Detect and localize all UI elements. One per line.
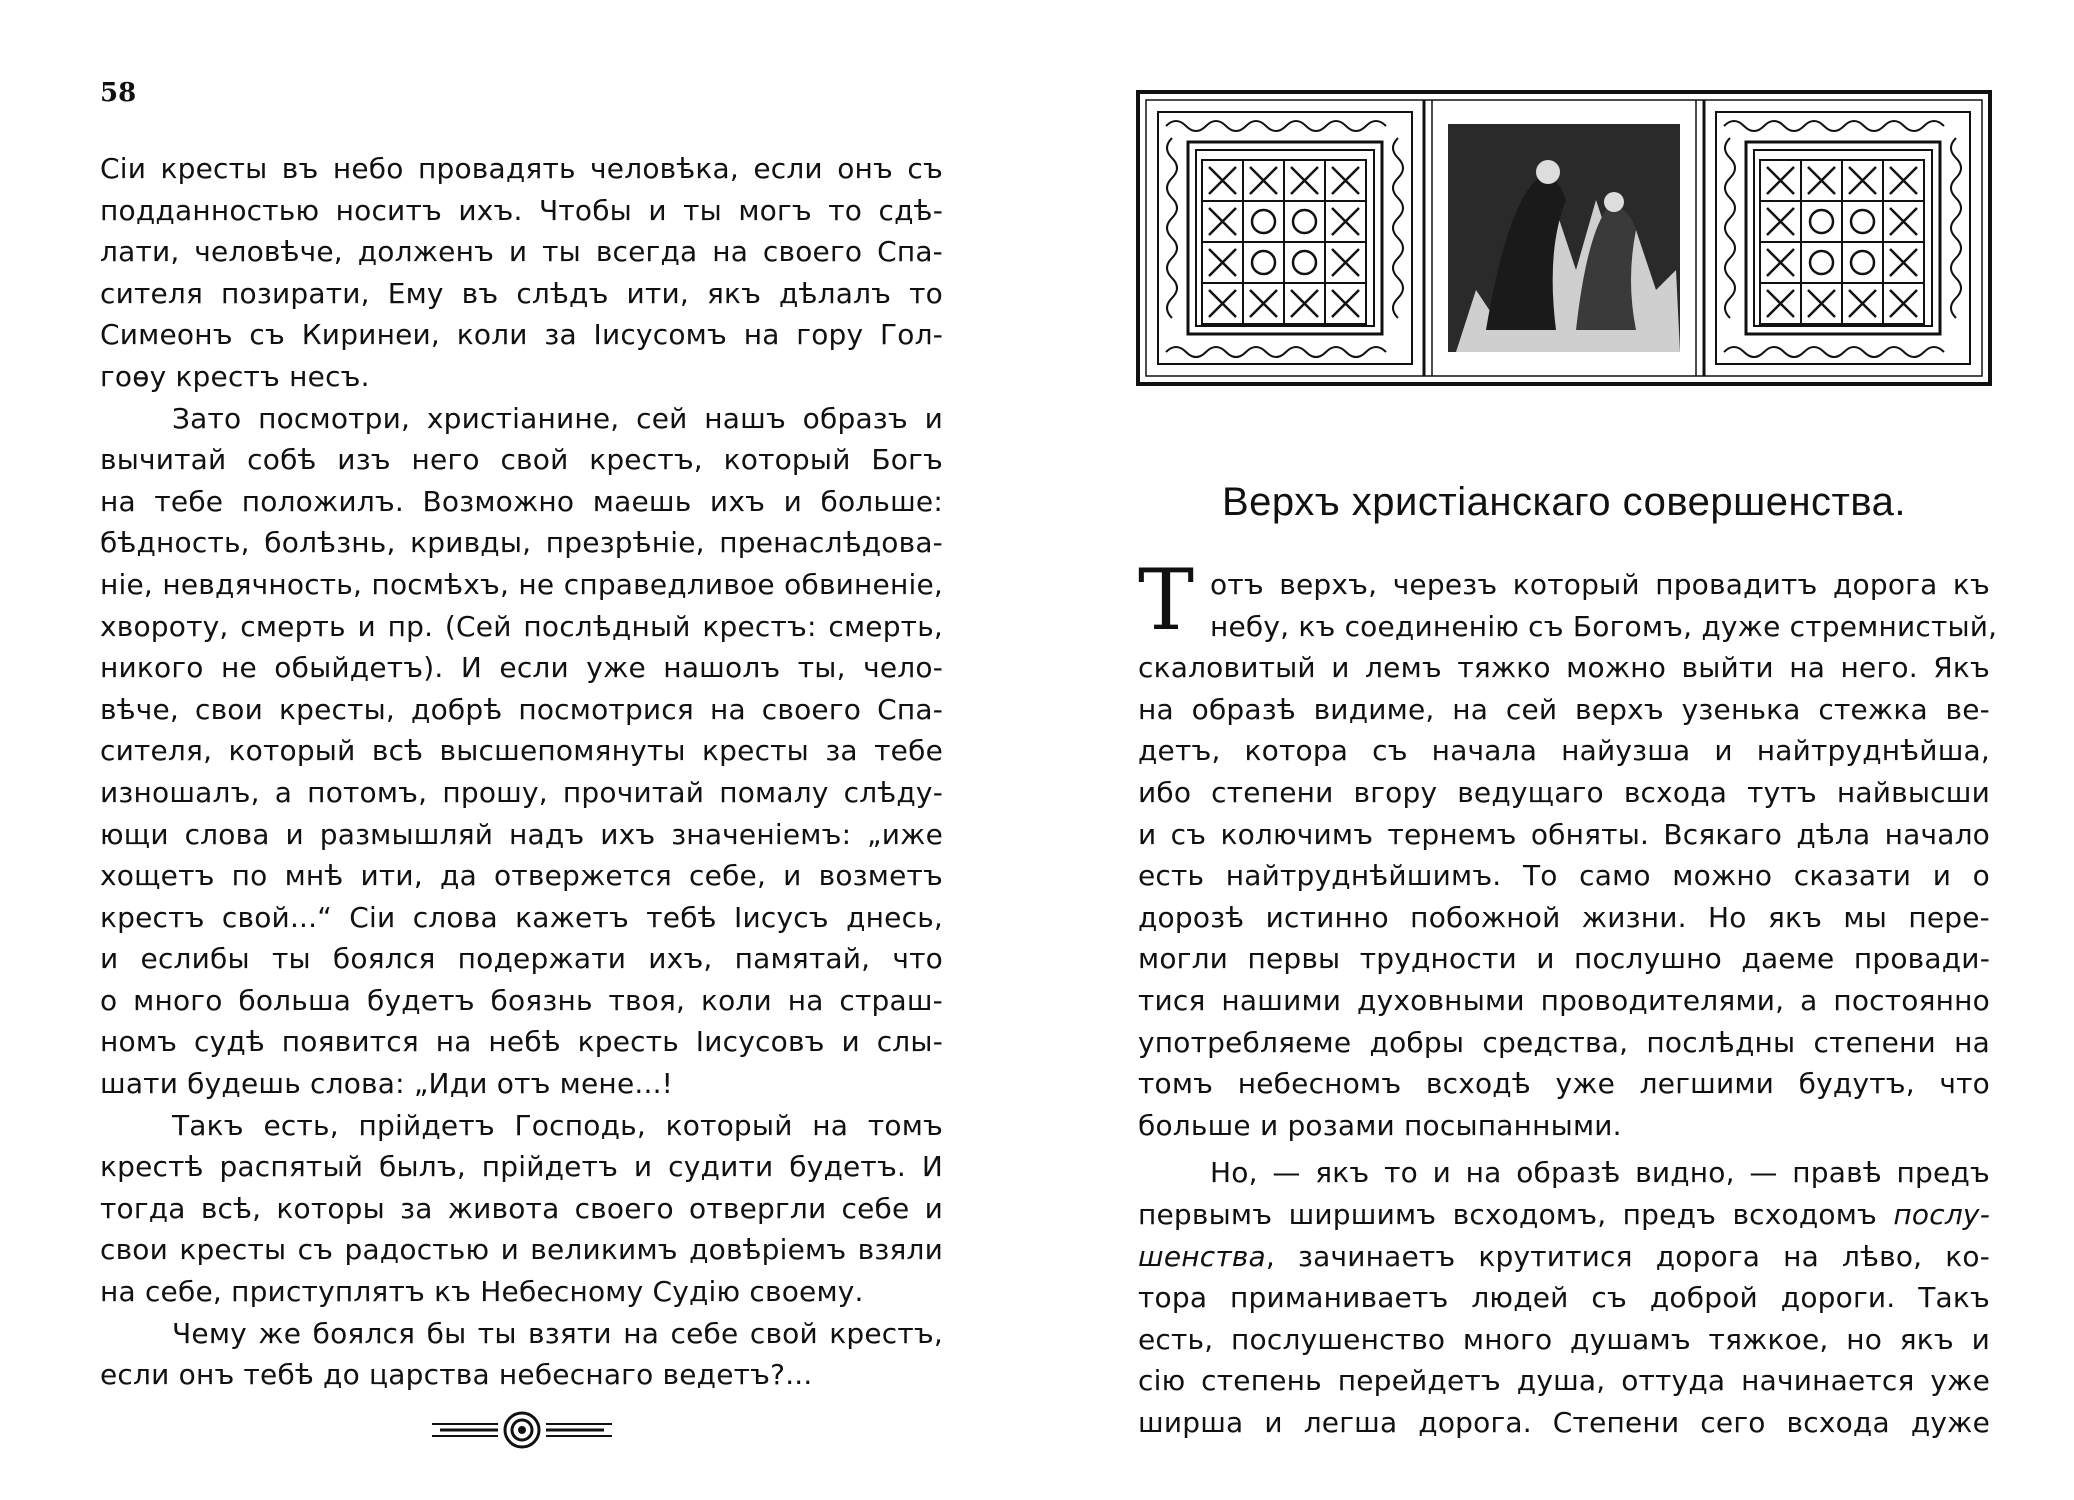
- text-line: на себе, приступлятъ къ Небесному Судію своему.: [100, 1275, 864, 1309]
- text-line: томъ небесномъ всходѣ уже легшими будутъ, что: [1138, 1067, 1990, 1101]
- left-page-text: [100, 148, 943, 1396]
- grid-cell: [1284, 242, 1325, 283]
- text-line: бѣдность, болѣзнь, кривды, презрѣніе, пренаслѣдова-: [100, 526, 943, 560]
- cross-mark: [1250, 290, 1277, 317]
- text-line: детъ, котора съ начала найузша и найтруднѣйша,: [1138, 734, 1990, 768]
- text-line: на тебе положилъ. Возможно маешь ихъ и больше:: [100, 484, 943, 518]
- cross-mark: [1767, 208, 1794, 235]
- cross-mark: [1808, 167, 1835, 194]
- cross-mark: [1250, 167, 1277, 194]
- text-line: крестѣ распятый былъ, прійдетъ и судити будетъ. И: [100, 1150, 943, 1184]
- cross-mark: [1890, 290, 1917, 317]
- cross-mark: [1291, 290, 1318, 317]
- text-segment: первымъ ширшимъ всходомъ, предъ всходомъ: [1138, 1197, 1878, 1231]
- text-line: вѣче, свои кресты, добрѣ посмотрися на своего Спа-: [100, 692, 943, 726]
- text-line: Чему же боялся бы ты взяти на себе свой крестъ,: [172, 1316, 943, 1350]
- text-line: Симеонъ съ Киринеи, коли за Іисусомъ на гору Гол-: [100, 318, 943, 352]
- cross-mark: [1332, 249, 1359, 276]
- text-line: Такъ есть, прійдетъ Господь, который на томъ: [172, 1108, 943, 1142]
- text-line: тогда всѣ, которы за живота своего отвергли себе и: [100, 1191, 943, 1225]
- text-line: отъ верхъ, черезъ который провадитъ дорога къ: [1210, 568, 1990, 601]
- italic-word: послу-: [1893, 1197, 1990, 1231]
- grid-cell: [1801, 242, 1842, 283]
- cross-mark: [1849, 290, 1876, 317]
- grid-cell: [1243, 242, 1284, 283]
- text-line: могли первы трудности и послушно даеме провади-: [1138, 942, 1990, 976]
- circle-mark: [1851, 251, 1874, 274]
- drop-cap: Т: [1138, 551, 1195, 649]
- grid-cell: [1801, 201, 1842, 242]
- text-line: и съ колючимъ тернемъ обняты. Всякаго дѣла начало: [1138, 817, 1990, 851]
- text-line: крестъ свой...“ Сіи слова кажетъ тебѣ Іисусъ днесь,: [100, 900, 943, 934]
- cross-mark: [1767, 290, 1794, 317]
- cross-mark: [1209, 249, 1236, 276]
- text-line: подданностью носитъ ихъ. Чтобы и ты могъ то сдѣ-: [100, 193, 943, 227]
- text-line: сителя, который всѣ высшепомянуты кресты за тебе: [100, 734, 943, 768]
- cross-mark: [1209, 290, 1236, 317]
- text-line: свои кресты съ радостью и великимъ довѣріемъ взяли: [100, 1233, 943, 1267]
- cross-mark: [1808, 290, 1835, 317]
- text-line: лати, человѣче, долженъ и ты всегда на своего Спа-: [100, 235, 943, 269]
- text-line: есть, послушенство много душамъ тяжкое, но якъ и: [1138, 1322, 1990, 1356]
- headpiece-ornament: [1136, 90, 1992, 386]
- circle-mark: [1810, 210, 1833, 233]
- text-line: сію степень перейдетъ душа, оттуда начинается уже: [1138, 1364, 1990, 1398]
- text-line: о много больша будетъ боязнь твоя, коли на страш-: [100, 983, 943, 1017]
- cross-mark: [1890, 167, 1917, 194]
- text-line: небу, къ соединенію съ Богомъ, дуже стремнистый,: [1210, 609, 1998, 643]
- text-line: изношалъ, а потомъ, прошу, прочитай помалу слѣду-: [100, 775, 943, 809]
- text-line: ибо степени вгору ведущаго всхода тутъ найвысши: [1138, 775, 1990, 809]
- text-line: тися нашими духовными проводителями, а постоянно: [1138, 983, 1990, 1017]
- circle-mark: [1293, 251, 1316, 274]
- text-line: ширша и легша дорога. Степени сего всхода дуже: [1138, 1405, 1990, 1439]
- engraving-picture: [1448, 124, 1680, 352]
- text-line: шати будешь слова: „Иди отъ мене...!: [100, 1067, 674, 1101]
- grid-cell: [1243, 201, 1284, 242]
- right-page-text: [1138, 551, 1998, 1443]
- circle-mark: [1810, 251, 1833, 274]
- italic-word: шенства: [1138, 1239, 1266, 1273]
- text-line: никого не обыйдетъ). И если уже нашолъ ты, чело-: [100, 651, 943, 685]
- text-line: есть найтруднѣйшимъ. То само можно сказати и о: [1138, 859, 1990, 893]
- text-line: номъ судѣ появится на небѣ кресть Іисусовъ и слы-: [100, 1025, 943, 1059]
- first-paragraph: [1138, 551, 1998, 649]
- text-line: [1138, 1194, 1990, 1236]
- cross-mark: [1332, 290, 1359, 317]
- cross-mark: [1890, 249, 1917, 276]
- cross-mark: [1291, 167, 1318, 194]
- cross-mark: [1849, 167, 1876, 194]
- text-line: [1138, 1236, 1990, 1278]
- circle-mark: [1293, 210, 1316, 233]
- circle-mark: [1851, 210, 1874, 233]
- text-line: Сіи кресты въ небо провадять человѣка, если онъ съ: [100, 152, 943, 185]
- text-line: вычитай собѣ изъ него свой крестъ, который Богъ: [100, 443, 943, 477]
- cross-mark: [1209, 208, 1236, 235]
- circle-mark: [1252, 251, 1275, 274]
- text-line: гоѳу крестъ несъ.: [100, 359, 370, 393]
- grid-cell: [1842, 242, 1883, 283]
- text-line: на образѣ видиме, на сей верхъ узенька стежка ве-: [1138, 692, 1990, 726]
- text-line: хощетъ по мнѣ ити, да отвержется себе, и возметъ: [100, 859, 943, 893]
- text-line: хвороту, смерть и пр. (Сей послѣдный крестъ: смерть,: [100, 609, 943, 643]
- text-line: и еслибы ты боялся подержати ихъ, памятай, что: [100, 942, 943, 976]
- page-number: 58: [100, 78, 137, 108]
- text-line: Зато посмотри, христіанине, сей нашъ образъ и: [172, 401, 943, 435]
- text-line: ющи слова и размышляй надъ ихъ значеніемъ: „иже: [100, 817, 943, 851]
- text-line: скаловитый и лемъ тяжко можно выйти на него. Якъ: [1138, 651, 1990, 685]
- cross-mark: [1890, 208, 1917, 235]
- text-segment: , зачинаетъ крутитися дорога на лѣво, ко-: [1265, 1239, 1990, 1273]
- text-line: сителя позирати, Ему въ слѣдъ ити, якъ дѣлалъ то: [100, 276, 943, 310]
- cross-mark: [1209, 167, 1236, 194]
- grid-cell: [1842, 201, 1883, 242]
- circle-mark: [1252, 210, 1275, 233]
- text-line: тора приманиваетъ людей съ доброй дороги. Такъ: [1138, 1281, 1990, 1315]
- cross-mark: [1767, 167, 1794, 194]
- text-line: Но, — якъ то и на образѣ видно, — правѣ предъ: [1210, 1156, 1990, 1190]
- text-line: употребляеме добры средства, послѣдны степени на: [1138, 1025, 1990, 1059]
- grid-cell: [1284, 201, 1325, 242]
- text-line: больше и розами посыпанными.: [1138, 1108, 1622, 1142]
- text-line: ніе, невдячность, посмѣхъ, не справедливое обвиненіе,: [100, 567, 943, 601]
- cross-mark: [1332, 208, 1359, 235]
- chapter-title: Верхъ христіанскаго совершенства.: [1221, 480, 1907, 524]
- text-line: дорозѣ истинно побожной жизни. Но якъ мы пере-: [1138, 900, 1990, 934]
- tailpiece-ornament: [432, 1410, 612, 1450]
- text-line: если онъ тебѣ до царства небеснаго ведетъ?...: [100, 1358, 813, 1392]
- cross-mark: [1332, 167, 1359, 194]
- cross-mark: [1767, 249, 1794, 276]
